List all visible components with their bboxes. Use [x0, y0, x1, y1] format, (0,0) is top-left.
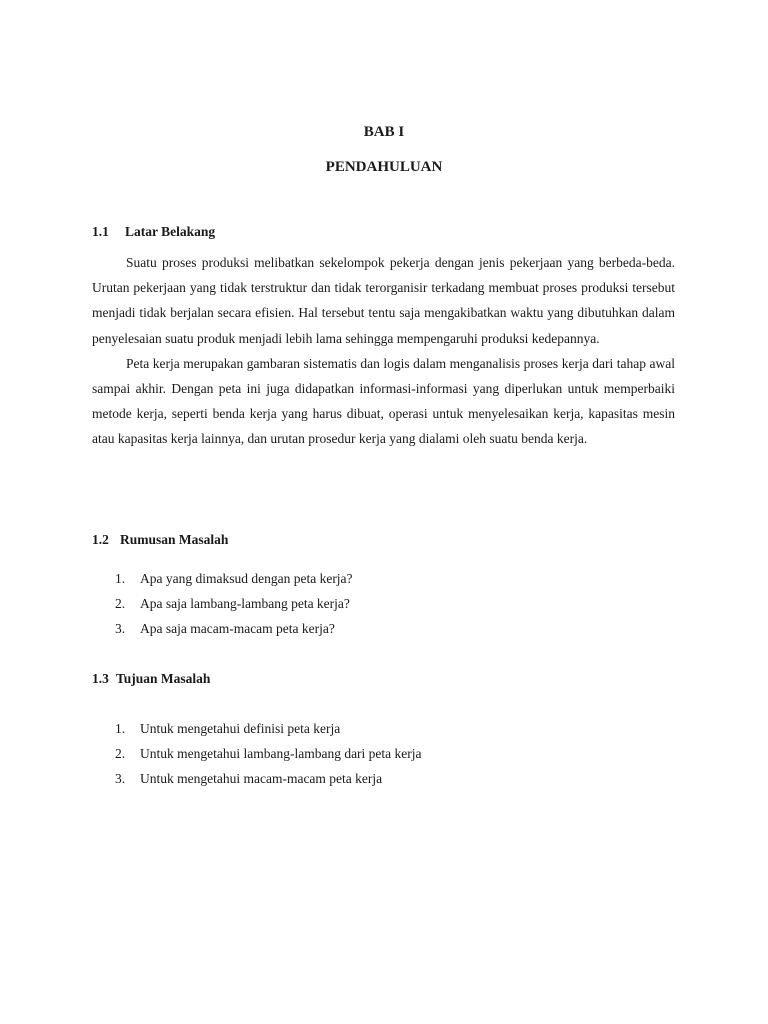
- list-item-text: Untuk mengetahui macam-macam peta kerja: [140, 771, 383, 786]
- list-marker: 3.: [115, 771, 126, 786]
- list-item-text: Untuk mengetahui definisi peta kerja: [140, 721, 341, 736]
- chapter-title: PENDAHULUAN: [325, 159, 443, 175]
- list-item: [92, 716, 422, 741]
- section-title: Latar Belakang: [125, 224, 216, 239]
- section-body-latar-belakang: [92, 250, 675, 452]
- section-heading-latar-belakang: [92, 223, 215, 241]
- section-title: Rumusan Masalah: [120, 532, 229, 547]
- section-heading-rumusan-masalah: [92, 531, 228, 549]
- paragraph: Suatu proses produksi melibatkan sekelompok pekerja dengan jenis pekerjaan yang berbeda-beda. Urutan pekerjaan yang tidak terstruktur dan tidak terorganisir terkadang membuat proses produksi tersebut menjadi tidak berjalan secara efisien. Hal tersebut tentu saja mengakibatkan waktu yang dibutuhkan dalam penyelesaian suatu produk menjadi lebih lama sehingga mempengaruhi produksi kedepannya.: [92, 255, 675, 346]
- list-item-text: Untuk mengetahui lambang-lambang dari peta kerja: [140, 746, 422, 761]
- section-number: 1.1: [92, 224, 109, 239]
- list-item-text: Apa saja macam-macam peta kerja?: [140, 621, 335, 636]
- list-marker: 1.: [115, 571, 126, 586]
- list-marker: 3.: [115, 621, 126, 636]
- section-number: 1.2: [92, 532, 109, 547]
- section-heading-tujuan-masalah: [92, 670, 210, 688]
- chapter-label: BAB I: [363, 124, 405, 140]
- paragraph: Peta kerja merupakan gambaran sistematis dan logis dalam menganalisis proses kerja dari tahap awal sampai akhir. Dengan peta ini juga didapatkan informasi-informasi yang diperlukan untuk memperbaiki metode kerja, seperti benda kerja yang harus dibuat, operasi untuk menyelesaikan kerja, kapasitas mesin atau kapasitas kerja lainnya, dan urutan prosedur kerja yang dialami oleh suatu benda kerja.: [92, 355, 675, 447]
- section-title: Tujuan Masalah: [116, 671, 211, 686]
- list-item-text: Apa saja lambang-lambang peta kerja?: [140, 596, 350, 611]
- list-item: [92, 566, 353, 591]
- section-number: 1.3: [92, 671, 109, 686]
- list-item-text: Apa yang dimaksud dengan peta kerja?: [140, 571, 353, 586]
- rumusan-masalah-list: [92, 566, 353, 641]
- list-item: [92, 616, 353, 641]
- list-item: [92, 591, 353, 616]
- list-item: [92, 741, 422, 766]
- list-item: [92, 766, 422, 791]
- list-marker: 2.: [115, 746, 126, 761]
- list-marker: 2.: [115, 596, 126, 611]
- tujuan-masalah-list: [92, 716, 422, 791]
- list-marker: 1.: [115, 721, 126, 736]
